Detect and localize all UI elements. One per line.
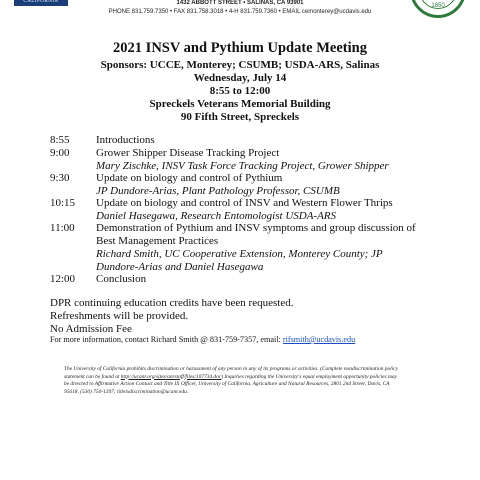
agenda-speaker: JP Dundore-Arias, Plant Pathology Professor, CSUMB	[96, 185, 340, 197]
venue-name: Spreckels Veterans Memorial Building	[149, 98, 331, 110]
agenda-speaker: Richard Smith, UC Cooperative Extension, Monterey County; JP	[96, 248, 383, 260]
agenda-item: Update on biology and control of INSV and Western Flower Thrips	[96, 197, 393, 209]
contact-line	[50, 335, 355, 344]
agenda-time: 12:00	[50, 273, 76, 285]
agenda-item: Update on biology and control of Pythium	[96, 172, 283, 184]
sponsors-line: Sponsors: UCCE, Monterey; CSUMB; USDA-ARS, Salinas	[100, 59, 380, 71]
seal-logo: 1850	[410, 0, 466, 18]
nondiscrimination-statement: The University of California prohibits discrimination or harassment of any person in any of its programs or activities. (Complete nondiscrimination policy statement can be found at http://ucanr.org/sites/anrstaff/files/107734.doc) Inquiries regarding the University's equal employment opportunity policies may be directed to Affirmative Action Contact and Title IX Officer, University of California, Agriculture and Natural Resources, 2801 2nd Street, Davis, CA 95618, (530) 750-1397; titleixdiscrimination@ucanr.edu.	[64, 366, 398, 395]
letterhead-phones: PHONE 831.759.7350 • FAX 831.758.3018 • 4-H 831.759.7360 • EMAIL cemonterey@ucdavis.edu	[108, 9, 372, 15]
agenda-item: Demonstration of Pythium and INSV symptoms and group discussion of	[96, 222, 416, 234]
meeting-date: Wednesday, July 14	[193, 72, 287, 84]
agenda-item: Introductions	[96, 134, 155, 146]
agenda-speaker: Dundore-Arias and Daniel Hasegawa	[96, 261, 264, 273]
letterhead-address: 1432 ABBOTT STREET • SALINAS, CA 93901	[176, 0, 304, 6]
agenda-time: 10:15	[50, 197, 76, 209]
agenda-item: Best Management Practices	[96, 235, 219, 247]
agenda-time: 9:30	[50, 172, 70, 184]
agenda-speaker: Mary Zischke, INSV Task Force Tracking Project, Grower Shipper	[96, 160, 389, 172]
agenda-time: 8:55	[50, 134, 70, 146]
contact-email-link[interactable]: rifsmith@ucdavis.edu	[282, 335, 356, 344]
contact-text: For more information, contact Richard Smith @ 831-759-7357, email:	[50, 335, 283, 344]
agenda-item: Grower Shipper Disease Tracking Project	[96, 147, 280, 159]
meeting-time: 8:55 to 12:00	[209, 85, 271, 97]
admission-note: No Admission Fee	[50, 323, 132, 335]
agenda-item: Conclusion	[96, 273, 147, 285]
venue-address: 90 Fifth Street, Spreckels	[180, 111, 300, 123]
refreshments-note: Refreshments will be provided.	[50, 310, 189, 322]
agenda-speaker: Daniel Hasegawa, Research Entomologist USDA-ARS	[96, 210, 337, 222]
meeting-title: 2021 INSV and Pythium Update Meeting	[113, 40, 367, 56]
uc-logo: CALIFORNIA	[14, 0, 68, 6]
agenda-time: 9:00	[50, 147, 70, 159]
policy-link[interactable]: http://ucanr.org/sites/anrstaff/files/107734.doc	[120, 373, 222, 380]
agenda-time: 11:00	[50, 222, 75, 234]
credits-note: DPR continuing education credits have been requested.	[50, 297, 294, 309]
